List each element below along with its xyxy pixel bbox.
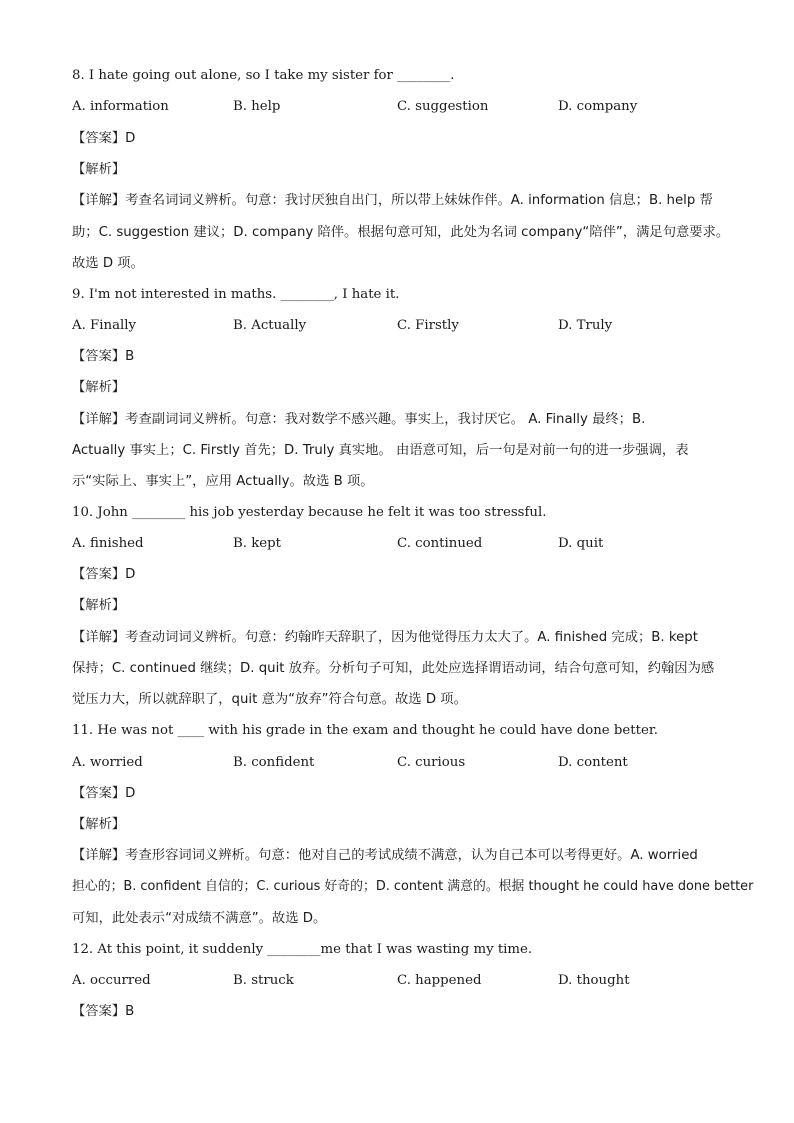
option-a: A. occurred: [72, 973, 151, 988]
option-b: B. Actually: [233, 318, 307, 333]
analysis-label: 【解析】: [72, 380, 126, 395]
analysis-label: 【解析】: [72, 817, 126, 832]
detail-line: 故选 D 项。: [72, 256, 144, 271]
option-a: A. finished: [72, 536, 144, 551]
detail-line: 可知，此处表示“对成绩不满意”。故选 D。: [72, 911, 327, 926]
detail-line: 助；C. suggestion 建议；D. company 陪伴。根据句意可知，此处为名词 company“陪伴”，满足句意要求。: [72, 225, 730, 240]
detail-line: 示“实际上、事实上”，应用 Actually。故选 B 项。: [72, 474, 374, 489]
question-stem: 8. I hate going out alone, so I take my sister for ________.: [72, 68, 455, 83]
option-a: A. Finally: [72, 318, 137, 333]
detail-line: 保持；C. continued 继续；D. quit 放弃。分析句子可知，此处应选择谓语动词，结合句意可知，约翰因为感: [72, 661, 715, 676]
answer-label: 【答案】B: [72, 349, 135, 364]
question-stem: 12. At this point, it suddenly ________me that I was wasting my time.: [72, 942, 533, 957]
answer-label: 【答案】D: [72, 786, 136, 801]
option-c: C. Firstly: [397, 318, 459, 333]
option-d: D. Truly: [558, 318, 613, 333]
answer-label: 【答案】D: [72, 131, 136, 146]
question-stem: 9. I'm not interested in maths. ________, I hate it.: [72, 287, 400, 302]
option-b: B. help: [233, 99, 281, 114]
option-d: D. quit: [558, 536, 604, 551]
option-c: C. happened: [397, 973, 482, 988]
option-b: B. kept: [233, 536, 282, 551]
option-d: D. thought: [558, 973, 630, 988]
detail-line: 觉压力大，所以就辞职了，quit 意为“放弃”符合句意。故选 D 项。: [72, 692, 467, 707]
detail-line: 【详解】考查形容词词义辨析。句意：他对自己的考试成绩不满意，认为自己本可以考得更好。A. worried: [72, 848, 698, 863]
answer-label: 【答案】D: [72, 567, 136, 582]
option-b: B. confident: [233, 755, 315, 770]
detail-line: Actually 事实上；C. Firstly 首先；D. Truly 真实地。 由语意可知，后一句是对前一句的进一步强调，表: [72, 443, 689, 458]
option-a: A. information: [72, 99, 169, 114]
detail-line: 【详解】考查动词词义辨析。句意：约翰昨天辞职了，因为他觉得压力太大了。A. finished 完成；B. kept: [72, 630, 698, 645]
option-c: C. curious: [397, 755, 466, 770]
analysis-label: 【解析】: [72, 162, 126, 177]
detail-line: 担心的；B. confident 自信的；C. curious 好奇的；D. content 满意的。根据 thought he could have done better: [72, 879, 754, 894]
question-stem: 10. John ________ his job yesterday because he felt it was too stressful.: [72, 505, 547, 520]
option-c: C. suggestion: [397, 99, 489, 114]
question-stem: 11. He was not ____ with his grade in the exam and thought he could have done better.: [72, 723, 658, 738]
option-d: D. content: [558, 755, 628, 770]
analysis-label: 【解析】: [72, 598, 126, 613]
option-c: C. continued: [397, 536, 483, 551]
option-d: D. company: [558, 99, 638, 114]
option-a: A. worried: [72, 755, 143, 770]
detail-line: 【详解】考查名词词义辨析。句意：我讨厌独自出门，所以带上妹妹作伴。A. information 信息；B. help 帮: [72, 193, 713, 208]
answer-label: 【答案】B: [72, 1004, 135, 1019]
detail-line: 【详解】考查副词词义辨析。句意：我对数学不感兴趣。事实上，我讨厌它。 A. Finally 最终；B.: [72, 412, 646, 427]
option-b: B. struck: [233, 973, 294, 988]
